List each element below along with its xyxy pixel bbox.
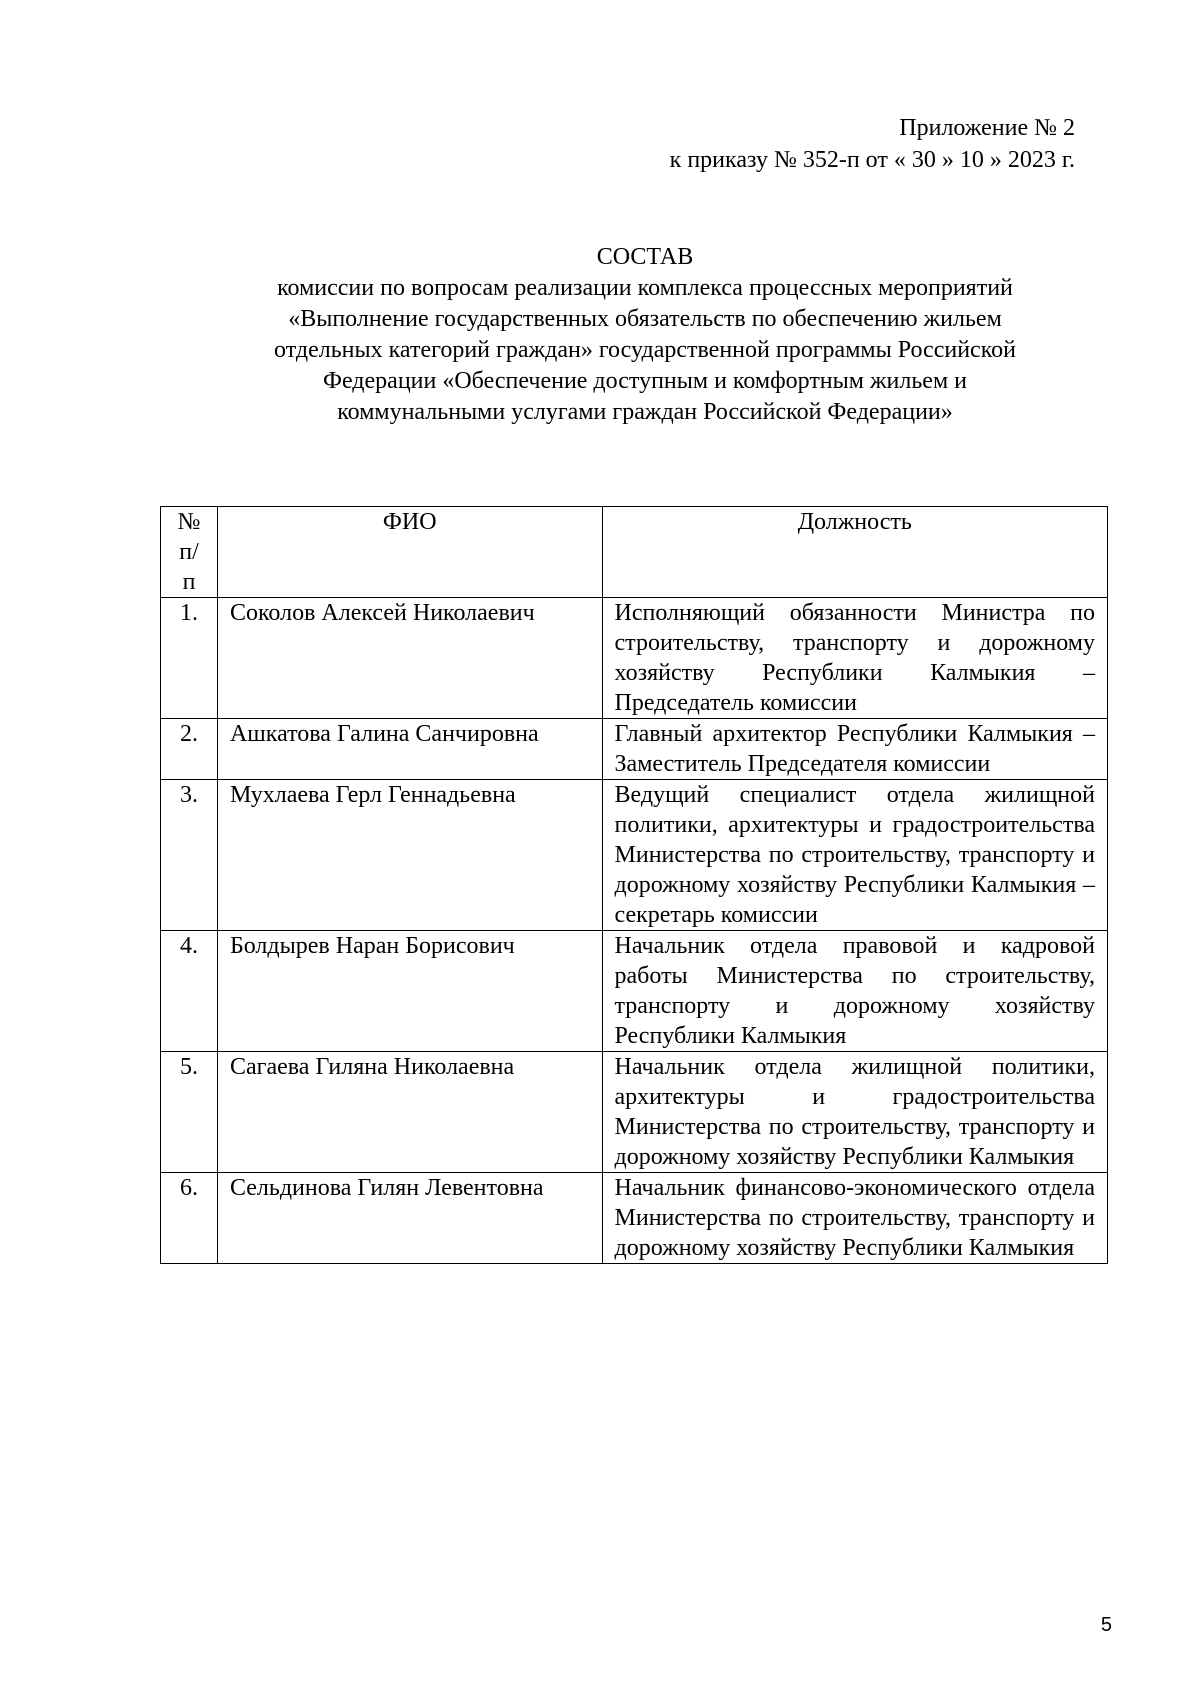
member-name: Сагаева Гиляна Николаевна [217,1052,602,1173]
header-position: Должность [602,507,1107,598]
table-header-row [161,507,1108,598]
table-row [161,780,1108,931]
member-name: Болдырев Наран Борисович [217,931,602,1052]
row-number: 3. [161,780,218,931]
member-name: Ашкатова Галина Санчировна [217,719,602,780]
row-number: 6. [161,1173,218,1264]
member-position: Исполняющий обязанности Министра по строительству, транспорту и дорожному хозяйству Республики Калмыкия – Председатель комиссии [602,598,1107,719]
title-line: «Выполнение государственных обязательств по обеспечению жильем [288,306,1002,332]
member-position: Ведущий специалист отдела жилищной политики, архитектуры и градостроительства Министерства по строительству, транспорту и дорожному хозяйству Республики Калмыкия – секретарь комиссии [602,780,1107,931]
table-row [161,1173,1108,1264]
order-reference: к приказу № 352-п от « 30 » 10 » 2023 г. [669,147,1075,173]
member-position: Главный архитектор Республики Калмыкия – Заместитель Председателя комиссии [602,719,1107,780]
member-name: Соколов Алексей Николаевич [217,598,602,719]
appendix-title: Приложение № 2 [899,115,1075,141]
member-position: Начальник отдела правовой и кадровой работы Министерства по строительству, транспорту и дорожному хозяйству Республики Калмыкия [602,931,1107,1052]
title-line: Федерации «Обеспечение доступным и комфортным жильем и [323,368,967,394]
header-number: № п/п [161,507,218,598]
title-line: отдельных категорий граждан» государственной программы Российской [274,337,1016,363]
row-number: 4. [161,931,218,1052]
table-row [161,719,1108,780]
title-line: комиссии по вопросам реализации комплекса процессных мероприятий [277,275,1013,301]
member-name: Мухлаева Герл Геннадьевна [217,780,602,931]
row-number: 5. [161,1052,218,1173]
table-row [161,1052,1108,1173]
page-number: 5 [1100,1614,1112,1636]
table-row [161,598,1108,719]
member-position: Начальник финансово-экономического отдела Министерства по строительству, транспорту и дорожному хозяйству Республики Калмыкия [602,1173,1107,1264]
row-number: 1. [161,598,218,719]
row-number: 2. [161,719,218,780]
table-row [161,931,1108,1052]
title-line: коммунальными услугами граждан Российской Федерации» [337,399,953,425]
appendix-reference [670,112,1075,176]
commission-members-table [160,506,1108,1264]
member-name: Сельдинова Гилян Левентовна [217,1173,602,1264]
member-position: Начальник отдела жилищной политики, архитектуры и градостроительства Министерства по строительству, транспорту и дорожному хозяйству Республики Калмыкия [602,1052,1107,1173]
document-title [150,242,1140,428]
title-heading: СОСТАВ [596,244,694,270]
header-name: ФИО [217,507,602,598]
